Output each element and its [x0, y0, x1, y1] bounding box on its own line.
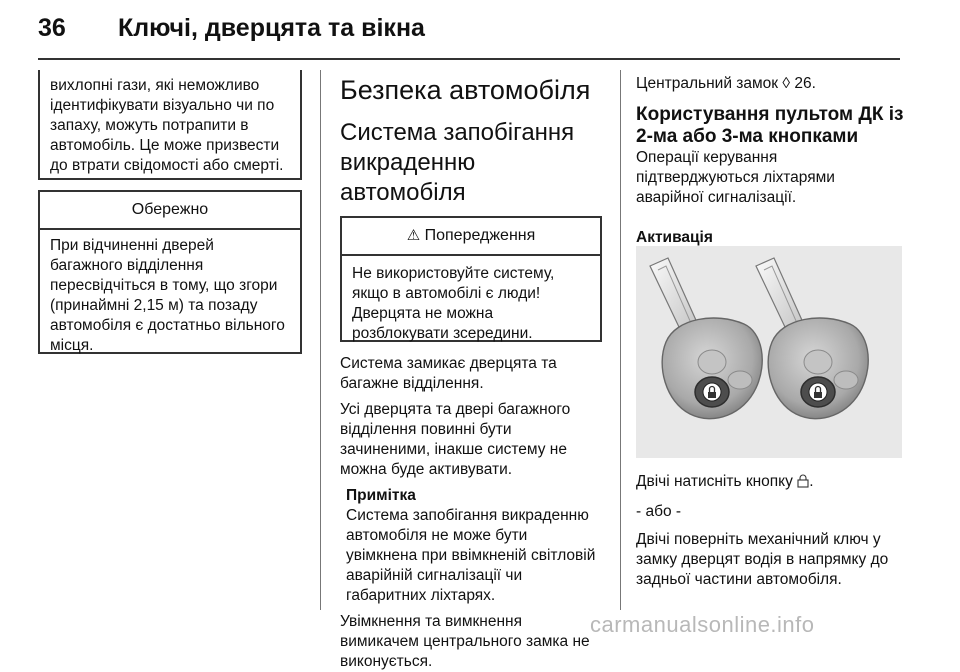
- text-line: Система запобігання викраденню: [346, 507, 589, 524]
- text-line: Двічі натисніть кнопку .: [636, 472, 906, 494]
- activation-instructions: [636, 472, 906, 590]
- middle-column: [340, 74, 602, 672]
- text-line: можна буде активувати.: [340, 461, 513, 478]
- key-fob-right: [756, 258, 868, 419]
- heading-line: викраденню автомобіля: [340, 149, 476, 206]
- warning-header: [342, 218, 600, 256]
- heading-line: Користування пультом ДК із: [636, 104, 904, 125]
- text-line: Дверцята не можна: [352, 305, 494, 322]
- text-line: автомобіля не може бути: [346, 527, 528, 544]
- page-header: [0, 0, 960, 62]
- column-divider: [320, 70, 321, 610]
- page-number: 36: [38, 14, 66, 42]
- or-separator: - або -: [636, 503, 682, 520]
- column-divider: [620, 70, 621, 610]
- text-line: задньої частини автомобіля.: [636, 571, 842, 588]
- ref-page: 26.: [794, 75, 816, 92]
- remote-keys-illustration: [636, 246, 902, 458]
- ref-text: Центральний замок: [636, 75, 779, 92]
- caution-title: Обережно: [40, 192, 300, 230]
- text-line: пересвідчіться в тому, що згори: [50, 277, 278, 294]
- text-line: (принаймні 2,15 м) та позаду: [50, 297, 258, 314]
- remote-keys-svg: [636, 246, 902, 458]
- text-line: ідентифікувати візуально чи по: [50, 97, 275, 114]
- note-block: [340, 486, 602, 606]
- continued-warning-box: [38, 70, 302, 180]
- cross-reference: [636, 74, 906, 94]
- warning-box: [340, 216, 602, 342]
- caution-box: [38, 190, 302, 354]
- text-line: габаритних ліхтарях.: [346, 587, 496, 604]
- press-text: Двічі натисніть кнопку: [636, 473, 793, 490]
- heading-line: 2-ма або 3-ма кнопками: [636, 126, 859, 147]
- text-line: місця.: [50, 337, 94, 354]
- warning-title: Попередження: [424, 227, 536, 244]
- text-line: автомобіль. Це може призвести: [50, 137, 280, 154]
- text-line: виконується.: [340, 653, 433, 670]
- text-line: вимикачем центрального замка не: [340, 633, 590, 650]
- text-line: зачиненими, інакше систему не: [340, 441, 567, 458]
- text-line: запаху, можуть потрапити в: [50, 117, 249, 134]
- text-line: якщо в автомобілі є люди!: [352, 285, 541, 302]
- text-line: При відчиненні дверей: [50, 237, 214, 254]
- text-line: до втрати свідомості або смерті.: [50, 157, 284, 174]
- text-line: підтверджуються ліхтарями: [636, 169, 835, 186]
- remote-control-heading: [636, 104, 906, 148]
- text-line: аварійної сигналізації.: [636, 189, 797, 206]
- right-column: [636, 74, 906, 248]
- text-line: Операції керування: [636, 149, 778, 166]
- page-reference-arrow-icon: ◊: [782, 75, 791, 92]
- text-line: розблокувати зсередини.: [352, 325, 533, 342]
- note-title: Примітка: [346, 487, 416, 504]
- activation-heading: Активація: [636, 229, 713, 246]
- header-rule: [38, 58, 900, 60]
- text-line: багажне відділення.: [340, 375, 484, 392]
- text-line: відділення повинні бути: [340, 421, 512, 438]
- text-line: увімкнена при ввімкненій світловій: [346, 547, 596, 564]
- subsection-heading: [340, 118, 602, 208]
- page-title: Ключі, дверцята та вікна: [118, 14, 425, 42]
- text-line: Усі дверцята та двері багажного: [340, 401, 571, 418]
- text-line: Увімкнення та вимкнення: [340, 613, 522, 630]
- text-line: автомобіля є достатньо вільного: [50, 317, 285, 334]
- text-line: Не використовуйте систему,: [352, 265, 555, 282]
- text-line: Система замикає дверцята та: [340, 355, 557, 372]
- warning-triangle-icon: ⚠: [406, 227, 421, 244]
- text-line: замку дверцят водія в напрямку до: [636, 551, 889, 568]
- text-line: багажного відділення: [50, 257, 204, 274]
- text-line: вихлопні гази, які неможливо: [50, 77, 260, 94]
- section-heading: Безпека автомобіля: [340, 75, 591, 105]
- text-line: аварійній сигналізації чи: [346, 567, 523, 584]
- heading-line: Система запобігання: [340, 119, 575, 146]
- watermark: carmanualsonline.info: [590, 612, 815, 637]
- key-fob-left: [650, 258, 762, 419]
- text-line: Двічі поверніть механічний ключ у: [636, 531, 881, 548]
- lock-icon: [797, 474, 809, 494]
